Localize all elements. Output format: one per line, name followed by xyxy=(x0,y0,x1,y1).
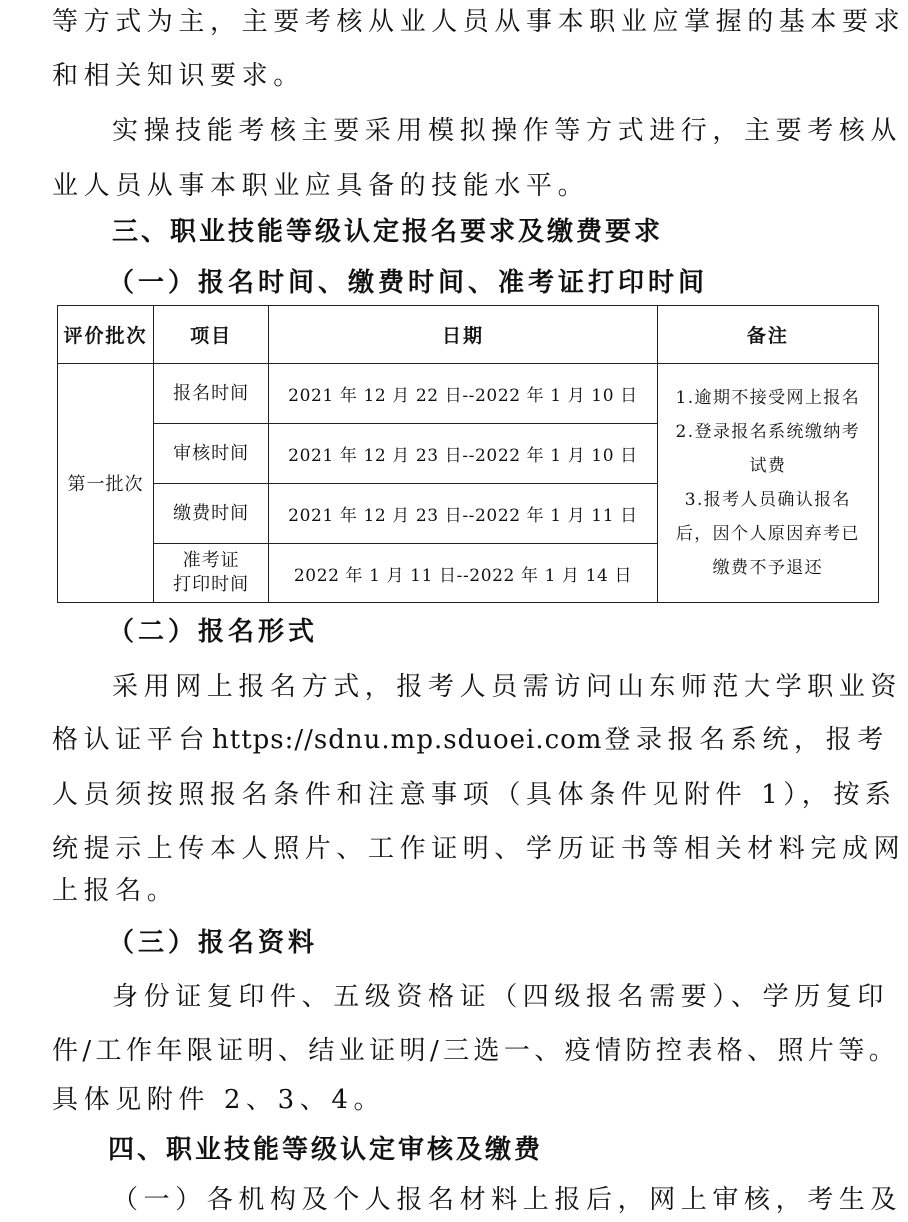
paragraph-line: 上报名。 xyxy=(52,876,179,906)
batch-cell: 第一批次 xyxy=(58,364,154,603)
paragraph-line: 实操技能考核主要采用模拟操作等方式进行，主要考核从 xyxy=(112,116,903,146)
date-cell: 2021 年 12 月 23 日--2022 年 1 月 11 日 xyxy=(269,484,657,544)
header-batch: 评价批次 xyxy=(58,306,154,364)
item-line: 打印时间 xyxy=(173,574,250,595)
date-cell: 2021 年 12 月 22 日--2022 年 1 月 10 日 xyxy=(269,364,657,424)
paragraph-line: 业人员从事本职业应具备的技能水平。 xyxy=(52,171,590,201)
section-heading: 四、职业技能等级认定审核及缴费 xyxy=(108,1135,544,1165)
item-line: 准考证 xyxy=(182,550,240,571)
paragraph-line: （一）各机构及个人报名材料上报后，网上审核，考生及 xyxy=(112,1185,903,1215)
paragraph-text: 格认证平台 xyxy=(52,725,211,755)
header-note: 备注 xyxy=(657,306,878,364)
header-item: 项目 xyxy=(154,306,269,364)
date-cell: 2021 年 12 月 23 日--2022 年 1 月 10 日 xyxy=(269,424,657,484)
sub-heading: （三）报名资料 xyxy=(108,928,319,958)
item-cell xyxy=(154,544,269,603)
item-cell: 报名时间 xyxy=(154,364,269,424)
note-cell xyxy=(657,364,878,603)
paragraph-line: 等方式为主，主要考核从业人员从事本职业应掌握的基本要求 xyxy=(52,7,906,37)
paragraph-line: 统提示上传本人照片、工作证明、学历证书等相关材料完成网 xyxy=(52,834,906,864)
schedule-table xyxy=(57,305,879,603)
platform-url: https://sdnu.mp.sduoei.com xyxy=(212,725,603,755)
paragraph-text: 登录报名系统，报考 xyxy=(604,725,889,755)
note-line: 试费 xyxy=(749,456,787,476)
sub-heading: （一）报名时间、缴费时间、准考证打印时间 xyxy=(108,268,709,298)
sub-heading: （二）报名形式 xyxy=(108,617,319,647)
paragraph-line: 采用网上报名方式，报考人员需访问山东师范大学职业资 xyxy=(112,672,903,702)
paragraph-line: 身份证复印件、五级资格证（四级报名需要）、学历复印 xyxy=(112,982,890,1012)
table-header-row xyxy=(58,306,879,364)
note-line: 缴费不予退还 xyxy=(712,558,824,578)
date-cell: 2022 年 1 月 11 日--2022 年 1 月 14 日 xyxy=(269,544,657,603)
paragraph-line: 人员须按照报名条件和注意事项（具体条件见附件 1），按系 xyxy=(52,780,897,810)
note-line: 1.逾期不接受网上报名 xyxy=(675,388,861,408)
header-date: 日期 xyxy=(269,306,657,364)
table-row xyxy=(58,364,879,424)
paragraph-line xyxy=(52,720,908,760)
note-line: 2.登录报名系统缴纳考 xyxy=(675,422,861,442)
section-heading: 三、职业技能等级认定报名要求及缴费要求 xyxy=(112,217,664,247)
paragraph-line: 和相关知识要求。 xyxy=(52,61,305,91)
item-cell: 缴费时间 xyxy=(154,484,269,544)
note-line: 后，因个人原因弃考已 xyxy=(675,524,860,544)
paragraph-line: 件/工作年限证明、结业证明/三选一、疫情防控表格、照片等。 xyxy=(52,1036,900,1066)
paragraph-line: 具体见附件 2、3、4。 xyxy=(52,1085,386,1115)
note-line: 3.报考人员确认报名 xyxy=(684,490,851,510)
item-cell: 审核时间 xyxy=(154,424,269,484)
